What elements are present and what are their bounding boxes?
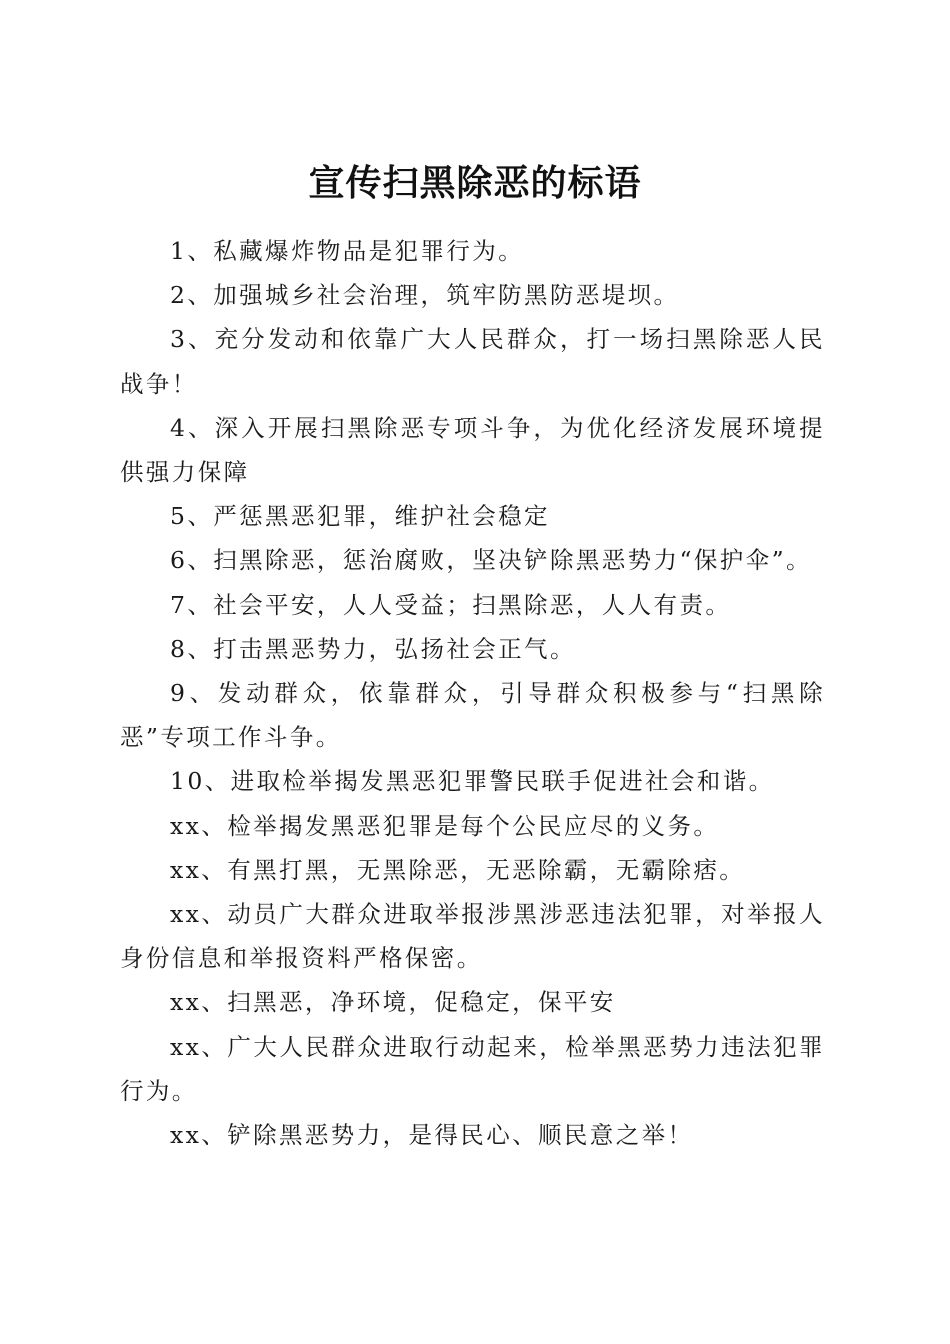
slogan-item: 2、加强城乡社会治理，筑牢防黑防恶堤坝。 xyxy=(170,281,680,310)
slogan-item: xx、铲除黑恶势力，是得民心、顺民意之举！ xyxy=(170,1121,694,1150)
slogan-item: 7、社会平安，人人受益；扫黑除恶，人人有责。 xyxy=(170,590,732,619)
slogan-item: 1、私藏爆炸物品是犯罪行为。 xyxy=(170,237,525,265)
slogan-item: 9、发动群众，依靠群众，引导群众积极参与“扫黑除恶”专项工作斗争。 xyxy=(120,679,825,752)
slogan-item: xx、扫黑恶，净环境，促稳定，保平安 xyxy=(170,988,616,1017)
slogan-item: 8、打击黑恶势力，弘扬社会正气。 xyxy=(170,634,576,663)
slogan-item: xx、检举揭发黑恶犯罪是每个公民应尽的义务。 xyxy=(170,811,720,840)
slogan-item: 10、进取检举揭发黑恶犯罪警民联手促进社会和谐。 xyxy=(170,767,775,796)
slogan-item: xx、广大人民群众进取行动起来，检举黑恶势力违法犯罪行为。 xyxy=(120,1032,825,1105)
slogan-item: 3、充分发动和依靠广大人民群众，打一场扫黑除恶人民战争！ xyxy=(120,325,825,398)
slogan-item: 6、扫黑除恶，惩治腐败，坚决铲除黑恶势力“保护伞”。 xyxy=(170,546,812,575)
slogan-item: xx、动员广大群众进取举报涉黑涉恶违法犯罪，对举报人身份信息和举报资料严格保密。 xyxy=(120,900,825,973)
slogan-list xyxy=(120,229,825,1157)
slogan-item: xx、有黑打黑，无黑除恶，无恶除霸，无霸除痞。 xyxy=(170,855,746,884)
slogan-item: 4、深入开展扫黑除恶专项斗争，为优化经济发展环境提供强力保障 xyxy=(120,413,825,487)
slogan-item: 5、严惩黑恶犯罪，维护社会稳定 xyxy=(170,502,550,531)
document-title: 宣传扫黑除恶的标语 xyxy=(308,162,642,205)
